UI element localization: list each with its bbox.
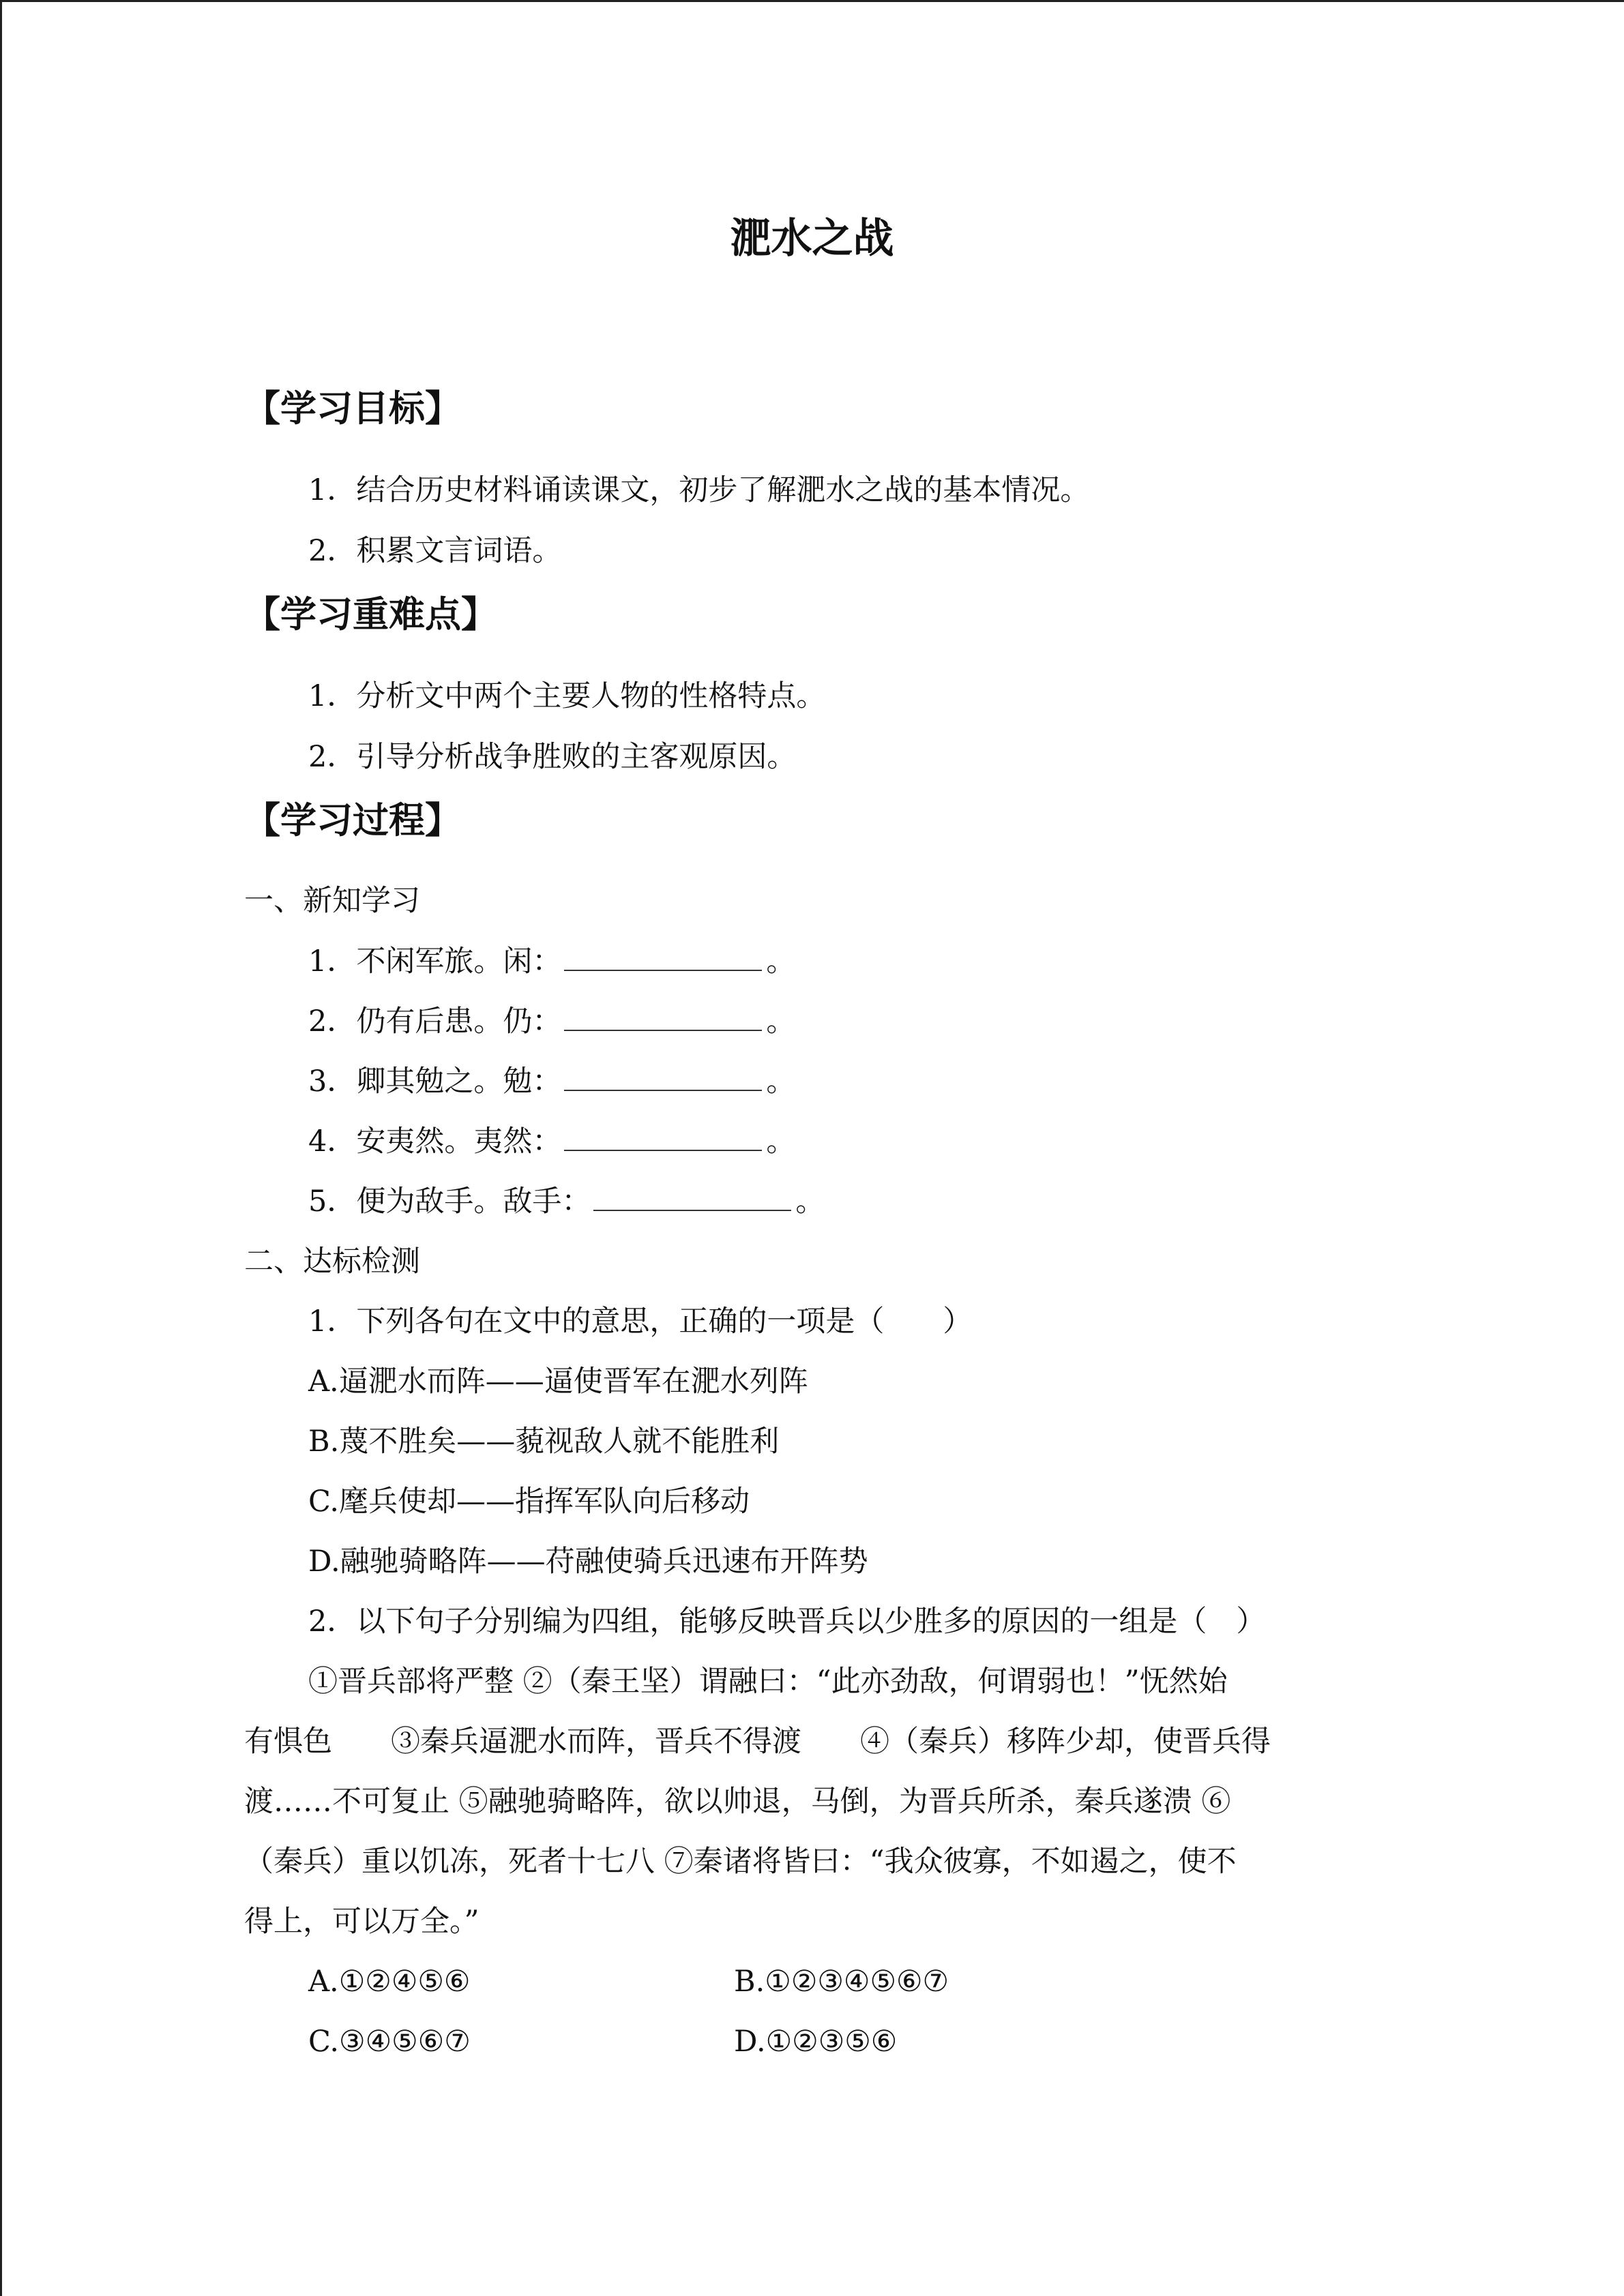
passage-line: （秦兵）重以饥冻，死者十七八 ⑦秦诸将皆曰：“我众彼寡，不如遏之，使不 bbox=[244, 1845, 1237, 1879]
vocab-item bbox=[308, 998, 795, 1045]
vocab-item bbox=[308, 1178, 825, 1225]
key-point-item: 2．引导分析战争胜败的主客观原因。 bbox=[308, 740, 797, 774]
answer-option: A.逼淝水而阵——逼使晋军在淝水列阵 bbox=[308, 1365, 808, 1399]
vocab-prompt: 2．仍有后患。仍： bbox=[308, 1004, 562, 1039]
answer-blank[interactable] bbox=[564, 1060, 762, 1091]
passage-line: 有惧色 ③秦兵逼淝水而阵，晋兵不得渡 ④（秦兵）移阵少却，使晋兵得 bbox=[244, 1725, 1271, 1759]
vocab-prompt: 4．安夷然。夷然： bbox=[308, 1124, 562, 1159]
answer-option: C.③④⑤⑥⑦ bbox=[308, 2025, 471, 2059]
key-points-heading: 【学习重难点】 bbox=[244, 594, 497, 636]
answer-blank[interactable] bbox=[593, 1180, 791, 1211]
vocab-item bbox=[308, 938, 795, 985]
part1-heading: 一、新知学习 bbox=[244, 884, 420, 918]
vocab-item bbox=[308, 1118, 795, 1165]
vocab-prompt: 5．便为敌手。敌手： bbox=[308, 1184, 591, 1219]
answer-blank[interactable] bbox=[564, 940, 762, 971]
page-top-border bbox=[0, 0, 1624, 2]
passage-line: 得上，可以万全。” bbox=[244, 1905, 479, 1939]
question-stem: 2．以下句子分别编为四组，能够反映晋兵以少胜多的原因的一组是（ ） bbox=[308, 1605, 1266, 1639]
answer-option: B.①②③④⑤⑥⑦ bbox=[734, 1965, 949, 1999]
process-heading: 【学习过程】 bbox=[244, 800, 461, 841]
vocab-end: 。 bbox=[766, 1124, 796, 1159]
part2-heading: 二、达标检测 bbox=[244, 1244, 420, 1279]
vocab-item bbox=[308, 1058, 795, 1105]
vocab-end: 。 bbox=[766, 1004, 796, 1039]
answer-blank[interactable] bbox=[564, 1120, 762, 1151]
objectives-heading: 【学习目标】 bbox=[244, 388, 461, 430]
objective-item: 1．结合历史材料诵读课文，初步了解淝水之战的基本情况。 bbox=[308, 473, 1090, 507]
vocab-end: 。 bbox=[766, 1064, 796, 1099]
vocab-end: 。 bbox=[795, 1184, 825, 1219]
vocab-prompt: 3．卿其勉之。勉： bbox=[308, 1064, 562, 1099]
answer-option: A.①②④⑤⑥ bbox=[308, 1965, 471, 1999]
answer-option: C.麾兵使却——指挥军队向后移动 bbox=[308, 1485, 750, 1519]
passage-line: ①晋兵部将严整 ②（秦王坚）谓融曰：“此亦劲敌，何谓弱也！”怃然始 bbox=[308, 1665, 1228, 1699]
answer-option: B.蔑不胜矣——藐视敌人就不能胜利 bbox=[308, 1425, 780, 1459]
answer-blank[interactable] bbox=[564, 1000, 762, 1031]
key-point-item: 1．分析文中两个主要人物的性格特点。 bbox=[308, 679, 826, 713]
vocab-prompt: 1．不闲军旅。闲： bbox=[308, 944, 562, 979]
objective-item: 2．积累文言词语。 bbox=[308, 534, 562, 568]
page-title: 淝水之战 bbox=[730, 215, 894, 263]
answer-option: D.①②③⑤⑥ bbox=[734, 2025, 898, 2059]
vocab-end: 。 bbox=[766, 944, 796, 979]
answer-option: D.融驰骑略阵——苻融使骑兵迅速布开阵势 bbox=[308, 1545, 868, 1579]
passage-line: 渡……不可复止 ⑤融驰骑略阵，欲以帅退，马倒，为晋兵所杀，秦兵遂溃 ⑥ bbox=[244, 1785, 1231, 1819]
question-stem: 1．下列各句在文中的意思，正确的一项是（ ） bbox=[308, 1304, 973, 1339]
page-left-border bbox=[0, 0, 2, 2296]
